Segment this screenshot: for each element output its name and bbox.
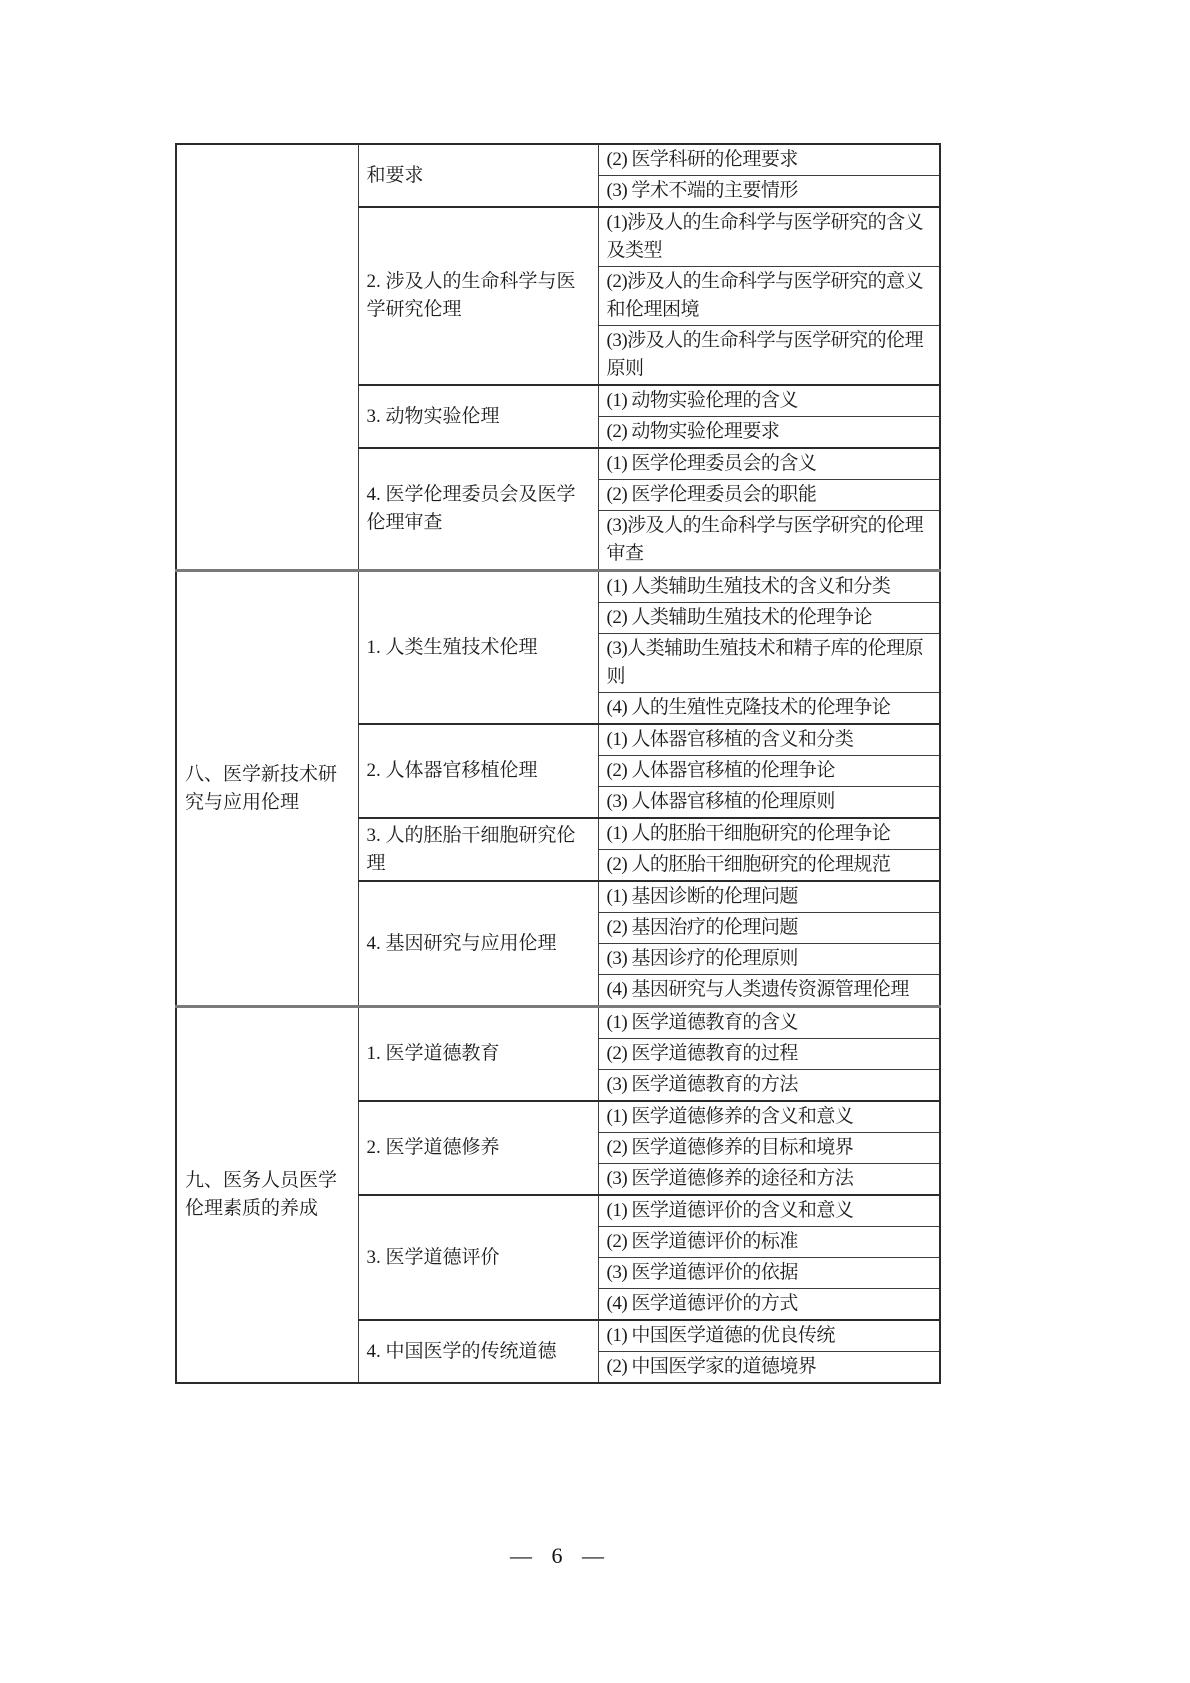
topic-cell: 2. 涉及人的生命科学与医学研究伦理 — [358, 207, 598, 385]
table-row — [176, 144, 940, 176]
subtopic-cell: (2) 医学道德修养的目标和境界 — [598, 1133, 940, 1164]
table-row — [176, 571, 940, 603]
subtopic-cell: (1) 动物实验伦理的含义 — [598, 385, 940, 417]
subtopic-cell: (4) 医学道德评价的方式 — [598, 1289, 940, 1321]
subtopic-cell: (1) 人类辅助生殖技术的含义和分类 — [598, 571, 940, 603]
subtopic-cell: (2) 医学科研的伦理要求 — [598, 144, 940, 176]
syllabus-table — [175, 143, 941, 1384]
subtopic-cell: (4) 基因研究与人类遗传资源管理伦理 — [598, 975, 940, 1007]
page-footer — [175, 1543, 939, 1569]
subtopic-cell: (1) 医学道德教育的含义 — [598, 1007, 940, 1039]
subtopic-cell: (3) 人体器官移植的伦理原则 — [598, 787, 940, 819]
subtopic-cell: (2) 人类辅助生殖技术的伦理争论 — [598, 603, 940, 634]
syllabus-table-body — [176, 144, 940, 1383]
subtopic-cell: (3)人类辅助生殖技术和精子库的伦理原则 — [598, 634, 940, 693]
subtopic-cell: (1)涉及人的生命科学与医学研究的含义及类型 — [598, 207, 940, 267]
subtopic-cell: (3)涉及人的生命科学与医学研究的伦理原则 — [598, 326, 940, 386]
section-label-cell: 八、医学新技术研究与应用伦理 — [176, 571, 358, 1007]
page-number: — 6 — — [510, 1543, 604, 1568]
topic-cell: 和要求 — [358, 144, 598, 207]
subtopic-cell: (2)涉及人的生命科学与医学研究的意义和伦理困境 — [598, 267, 940, 326]
subtopic-cell: (1) 医学道德修养的含义和意义 — [598, 1101, 940, 1133]
subtopic-cell: (1) 基因诊断的伦理问题 — [598, 881, 940, 913]
subtopic-cell: (1) 中国医学道德的优良传统 — [598, 1320, 940, 1352]
subtopic-cell: (2) 医学道德评价的标准 — [598, 1227, 940, 1258]
subtopic-cell: (4) 人的生殖性克隆技术的伦理争论 — [598, 693, 940, 725]
subtopic-cell: (2) 中国医学家的道德境界 — [598, 1352, 940, 1384]
table-row — [176, 1007, 940, 1039]
subtopic-cell: (1) 医学道德评价的含义和意义 — [598, 1195, 940, 1227]
topic-cell: 4. 基因研究与应用伦理 — [358, 881, 598, 1007]
subtopic-cell: (1) 医学伦理委员会的含义 — [598, 448, 940, 480]
subtopic-cell: (2) 人的胚胎干细胞研究的伦理规范 — [598, 850, 940, 882]
topic-cell: 1. 人类生殖技术伦理 — [358, 571, 598, 725]
subtopic-cell: (3) 学术不端的主要情形 — [598, 176, 940, 208]
subtopic-cell: (3) 基因诊疗的伦理原则 — [598, 944, 940, 975]
section-label-cell — [176, 144, 358, 571]
section-label-cell: 九、医务人员医学伦理素质的养成 — [176, 1007, 358, 1384]
subtopic-cell: (2) 基因治疗的伦理问题 — [598, 913, 940, 944]
subtopic-cell: (3)涉及人的生命科学与医学研究的伦理审查 — [598, 511, 940, 571]
subtopic-cell: (2) 动物实验伦理要求 — [598, 417, 940, 449]
topic-cell: 3. 人的胚胎干细胞研究伦理 — [358, 818, 598, 881]
subtopic-cell: (1) 人的胚胎干细胞研究的伦理争论 — [598, 818, 940, 850]
topic-cell: 1. 医学道德教育 — [358, 1007, 598, 1102]
topic-cell: 4. 医学伦理委员会及医学伦理审查 — [358, 448, 598, 571]
subtopic-cell: (3) 医学道德修养的途径和方法 — [598, 1164, 940, 1196]
subtopic-cell: (2) 医学道德教育的过程 — [598, 1039, 940, 1070]
topic-cell: 3. 医学道德评价 — [358, 1195, 598, 1320]
topic-cell: 3. 动物实验伦理 — [358, 385, 598, 448]
subtopic-cell: (3) 医学道德评价的依据 — [598, 1258, 940, 1289]
topic-cell: 2. 医学道德修养 — [358, 1101, 598, 1195]
subtopic-cell: (3) 医学道德教育的方法 — [598, 1070, 940, 1102]
subtopic-cell: (2) 人体器官移植的伦理争论 — [598, 756, 940, 787]
subtopic-cell: (2) 医学伦理委员会的职能 — [598, 480, 940, 511]
topic-cell: 4. 中国医学的传统道德 — [358, 1320, 598, 1383]
subtopic-cell: (1) 人体器官移植的含义和分类 — [598, 724, 940, 756]
topic-cell: 2. 人体器官移植伦理 — [358, 724, 598, 818]
